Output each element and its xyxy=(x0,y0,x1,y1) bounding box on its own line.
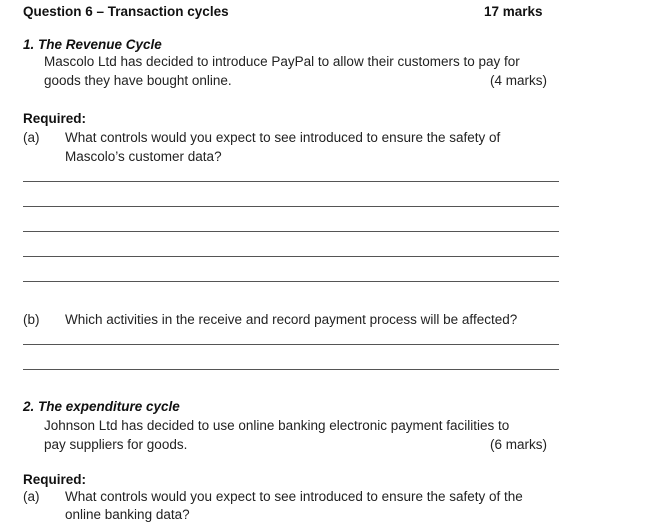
revenue-question-a-label: (a) xyxy=(23,130,40,145)
expenditure-required-label: Required: xyxy=(23,472,87,487)
answer-line xyxy=(23,369,559,370)
expenditure-question-a-line1: What controls would you expect to see introduced to ensure the safety of the xyxy=(65,489,523,504)
revenue-cycle-heading: 1. The Revenue Cycle xyxy=(23,37,162,52)
expenditure-cycle-body-line1: Johnson Ltd has decided to use online banking electronic payment facilities to xyxy=(44,418,510,433)
answer-line xyxy=(23,206,559,207)
revenue-question-a-line2: Mascolo’s customer data? xyxy=(65,149,222,164)
answer-line xyxy=(23,231,559,232)
expenditure-cycle-body-line2: pay suppliers for goods. xyxy=(44,437,188,452)
answer-line xyxy=(23,281,559,282)
answer-line xyxy=(23,256,559,257)
total-marks: 17 marks xyxy=(484,4,543,19)
revenue-question-a-line1: What controls would you expect to see introduced to ensure the safety of xyxy=(65,130,501,145)
answer-line xyxy=(23,181,559,182)
revenue-question-b-label: (b) xyxy=(23,312,40,327)
expenditure-cycle-heading: 2. The expenditure cycle xyxy=(23,399,180,414)
revenue-required-label: Required: xyxy=(23,111,87,126)
answer-line xyxy=(23,344,559,345)
revenue-question-b-line1: Which activities in the receive and record payment process will be affected? xyxy=(65,312,518,327)
expenditure-question-a-label: (a) xyxy=(23,489,40,504)
revenue-cycle-marks: (4 marks) xyxy=(490,73,547,88)
expenditure-question-a-line2: online banking data? xyxy=(65,507,190,522)
question-title: Question 6 – Transaction cycles xyxy=(23,4,229,19)
expenditure-cycle-marks: (6 marks) xyxy=(490,437,547,452)
revenue-cycle-body-line2: goods they have bought online. xyxy=(44,73,232,88)
revenue-cycle-body-line1: Mascolo Ltd has decided to introduce PayPal to allow their customers to pay for xyxy=(44,54,520,69)
